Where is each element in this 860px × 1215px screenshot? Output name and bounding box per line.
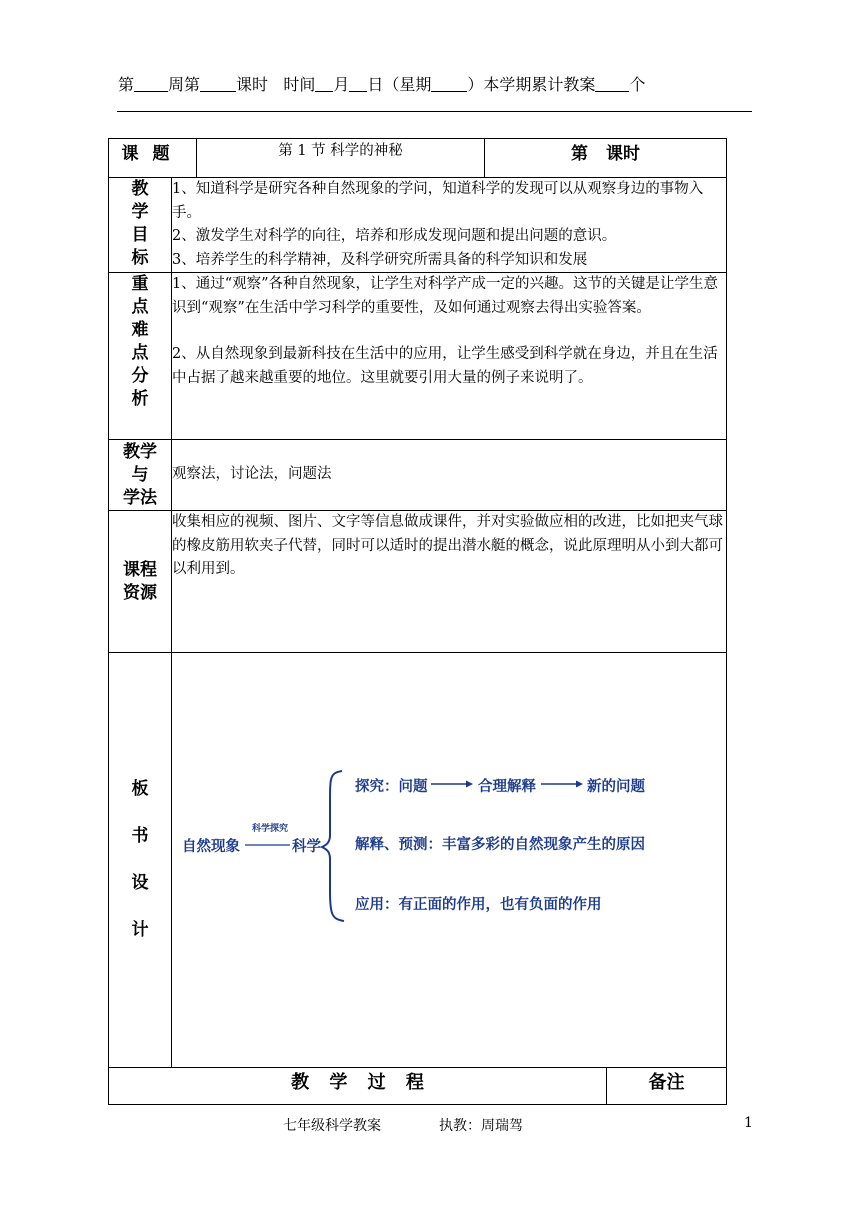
blank-count[interactable] [595,77,629,92]
header-text: 周第 [168,75,201,94]
lesson-plan-table [108,138,727,1105]
board-branch-new-question: 新的问题 [587,779,645,795]
resources-content: 收集相应的视频、图片、文字等信息做成课件，并对实验做应相的改进，比如把夹气球的橡皮筋用软夹子代替，同时可以适时的提出潜水艇的概念，说此原理明从小到大都可以利用到。 [172,511,727,653]
blank-day[interactable] [349,77,367,92]
objective-item: 1、知道科学是研究各种自然现象的学问，知道科学的发现可以从观察身边的事物入手。 [172,181,704,221]
methods-content: 观察法，讨论法，问题法 [172,440,727,511]
board-arrow-label: 科学探究 [252,824,289,834]
header-text: 月 [333,75,350,94]
topic-label: 课题 [109,139,197,178]
objective-item: 2、激发学生对科学的向往，培养和形成发现问题和提出问题的意识。 [172,228,617,244]
board-science-text: 科学 [292,839,321,855]
objectives-row [109,178,727,273]
page-footer [283,1115,523,1135]
key-points-content [172,273,727,440]
methods-label: 教学 与 学法 [109,440,172,511]
header-text: 第 [118,75,135,94]
blank-month[interactable] [315,77,333,92]
arrow-head-icon [466,781,473,788]
blank-week[interactable] [134,77,168,92]
brace-icon [322,771,344,921]
board-branch-predict: 解释、预测：丰富多彩的自然现象产生的原因 [355,837,645,853]
board-diagram [172,653,725,1067]
lesson-header [118,72,645,95]
header-text: 个 [629,75,646,94]
board-branch-application: 应用：有正面的作用，也有负面的作用 [355,897,602,913]
key-point-paragraph: 1、通过“观察”各种自然现象，让学生对科学产成一定的兴趣。这节的关键是让学生意识到“观察”在生活中学习科学的重要性，及如何通过观察去得出实验答案。 [172,276,719,316]
board-root-text: 自然现象 [182,839,240,855]
header-text: 日（星期 [367,75,432,94]
board-branch-explain: 合理解释 [478,779,536,795]
title-row [109,139,727,178]
blank-lesson[interactable] [200,77,236,92]
objectives-content [172,178,727,273]
header-text: ）本学期累计教案 [467,75,596,94]
lesson-title: 第 1 节 科学的神秘 [197,139,485,178]
remark-label: 备注 [607,1068,727,1105]
page-number: 1 [744,1115,753,1131]
process-row [109,1068,727,1105]
board-design-label: 板 书 设 计 [109,653,172,1068]
key-points-row [109,273,727,440]
resources-label: 课程 资源 [109,511,172,653]
board-branch-inquiry: 探究：问题 [355,779,428,795]
blank-weekday[interactable] [431,77,467,92]
objective-item: 3、培养学生的科学精神，及科学研究所需具备的科学知识和发展 [172,251,588,268]
teaching-process-label: 教 学 过 程 [109,1068,607,1105]
header-text: 时间 [283,75,316,94]
header-text: 课时 [236,75,269,94]
footer-course: 七年级科学教案 [283,1118,381,1134]
header-divider [117,111,752,112]
period-label: 第 课时 [485,139,727,178]
key-point-paragraph: 2、从自然现象到最新科技在生活中的应用，让学生感受到科学就在身边，并且在生活中占据了越来越重要的地位。这里就要引用大量的例子来说明了。 [172,346,718,386]
objectives-label: 教 学 目 标 [109,178,172,273]
board-design-area [172,653,727,1068]
board-row [109,653,727,1068]
arrow-head-icon [576,781,583,788]
methods-row [109,440,727,511]
resources-row [109,511,727,653]
key-points-label: 重 点 难 点 分 析 [109,273,172,440]
footer-teacher: 执教：周瑞驾 [439,1118,523,1134]
